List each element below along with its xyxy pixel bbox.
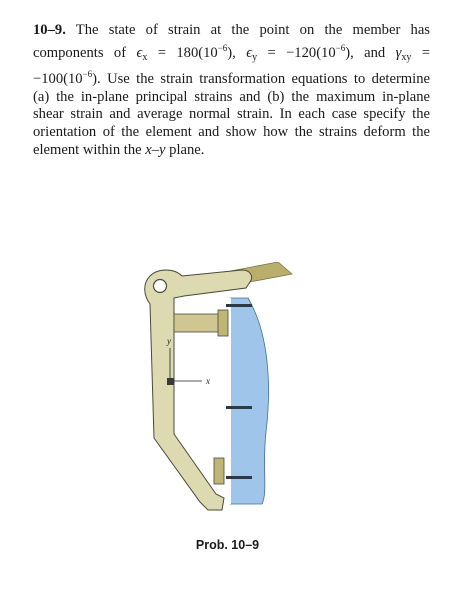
strain-x-value: = 180(10	[147, 44, 218, 61]
strain-element	[167, 378, 174, 385]
problem-statement	[33, 22, 430, 159]
figure-caption: Prob. 10–9	[195, 538, 260, 552]
shear-strain-value: = −100(10	[33, 44, 430, 88]
lower-jaw	[214, 458, 224, 484]
strain-x-subscript: x	[142, 51, 148, 63]
upper-jaw	[174, 314, 222, 332]
problem-intro: The state of strain at the point on the member has components of	[33, 22, 430, 61]
bolt-top	[226, 304, 252, 307]
shear-strain-symbol: γ	[395, 44, 402, 61]
pin-hole	[154, 280, 167, 293]
upper-jaw-pad	[218, 310, 228, 336]
plane-end: plane.	[165, 141, 205, 158]
strain-y-subscript: y	[252, 51, 258, 63]
clamp-figure	[130, 262, 300, 514]
conjunction-and: and	[364, 44, 386, 61]
strain-y-symbol: ϵ	[246, 44, 253, 61]
problem-instructions: Use the strain transformation equations to determine (a) the in-plane principal strains and (b) the maximum in-plane shear strain and average normal strain. In each case specify the orientation of the element and show how the strains deform the element within the	[33, 71, 430, 158]
member-plate	[230, 298, 269, 504]
strain-x-exponent: −6	[217, 42, 228, 53]
y-axis-label: y	[167, 336, 171, 346]
strain-x-symbol: ϵ	[136, 44, 143, 61]
plane-axes: x–y	[145, 141, 166, 158]
strain-y-value: = −120(10	[257, 44, 336, 61]
strain-y-close: ),	[345, 44, 354, 61]
problem-number: 10–9.	[33, 22, 66, 38]
strain-x-close: ),	[227, 44, 236, 61]
bolt-bottom	[226, 476, 252, 479]
shear-strain-exponent: −6	[82, 69, 93, 80]
x-axis-label: x	[206, 376, 210, 386]
shear-strain-subscript: xy	[401, 51, 412, 63]
shear-strain-close: ).	[92, 71, 101, 88]
strain-y-exponent: −6	[335, 42, 346, 53]
bolt-middle	[226, 406, 252, 409]
